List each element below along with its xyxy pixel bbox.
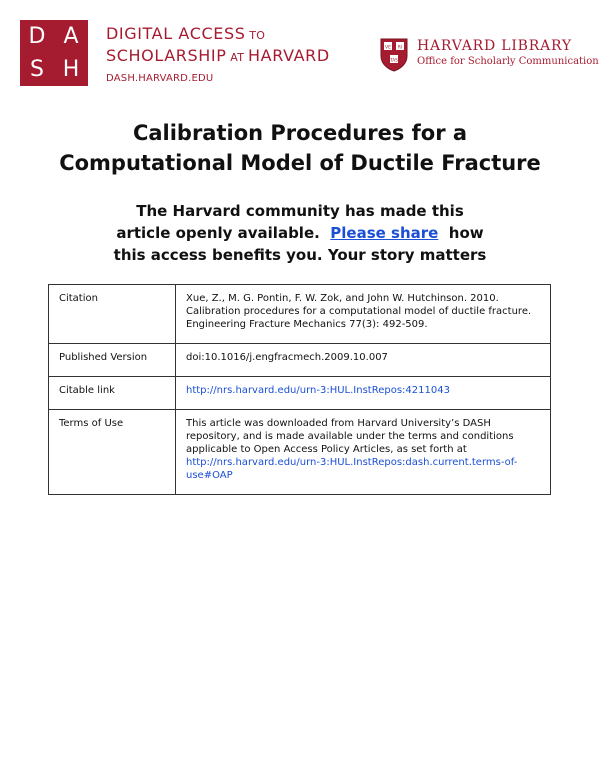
row-label-terms-of-use: Terms of Use <box>49 410 176 495</box>
table-row <box>49 410 551 495</box>
published-version-value: doi:10.1016/j.engfracmech.2009.10.007 <box>176 344 551 377</box>
share-notice <box>0 200 600 266</box>
share-line-2: article openly available. Please share how <box>116 224 484 242</box>
table-row <box>49 344 551 377</box>
dash-line-2: SCHOLARSHIP AT HARVARD <box>106 46 330 65</box>
citable-link[interactable]: http://nrs.harvard.edu/urn-3:HUL.InstRepos:4211043 <box>186 385 450 396</box>
table-row <box>49 285 551 344</box>
please-share-link[interactable]: Please share <box>330 224 439 242</box>
harvard-library-wordmark <box>417 38 599 69</box>
title-line-1: Calibration Procedures for a <box>132 121 468 145</box>
row-label-citation: Citation <box>49 285 176 344</box>
row-label-published-version: Published Version <box>49 344 176 377</box>
dash-logo-letter: D <box>28 23 46 49</box>
dash-logo <box>20 20 88 86</box>
dash-logo-letter: S <box>30 56 44 82</box>
harvard-library-subtitle: Office for Scholarly Communication <box>417 56 599 67</box>
shield-motto: RI <box>397 45 403 51</box>
share-line-1: The Harvard community has made this <box>136 202 464 220</box>
shield-motto: VE <box>385 45 391 51</box>
dash-logo-letter: H <box>62 56 80 82</box>
dash-wordmark <box>106 24 330 84</box>
citation-value: Xue, Z., M. G. Pontin, F. W. Zok, and John W. Hutchinson. 2010. Calibration procedures for a computational model of ductile fracture. Engineering Fracture Mechanics 77(3): 492-509. <box>176 285 551 344</box>
harvard-shield-icon <box>380 38 408 72</box>
metadata-table <box>48 284 551 495</box>
harvard-library-title: HARVARD LIBRARY <box>417 38 572 54</box>
dash-url: DASH.HARVARD.EDU <box>106 73 214 84</box>
shield-motto: TAS <box>390 57 398 63</box>
table-row <box>49 377 551 410</box>
terms-of-use-link[interactable]: http://nrs.harvard.edu/urn-3:HUL.InstRepos:dash.current.terms-of-use#OAP <box>186 457 518 481</box>
title-line-2: Computational Model of Ductile Fracture <box>59 151 541 175</box>
citable-link-cell <box>176 377 551 410</box>
terms-of-use-text: This article was downloaded from Harvard University’s DASH repository, and is made available under the terms and conditions applicable to Open Access Policy Articles, as set forth at <box>186 418 514 455</box>
row-label-citable-link: Citable link <box>49 377 176 410</box>
share-line-3: this access benefits you. Your story matters <box>113 246 487 264</box>
dash-line-1: DIGITAL ACCESS TO <box>106 24 266 43</box>
document-title <box>0 118 600 178</box>
dash-logo-letter: A <box>63 23 79 49</box>
terms-of-use-cell <box>176 410 551 495</box>
